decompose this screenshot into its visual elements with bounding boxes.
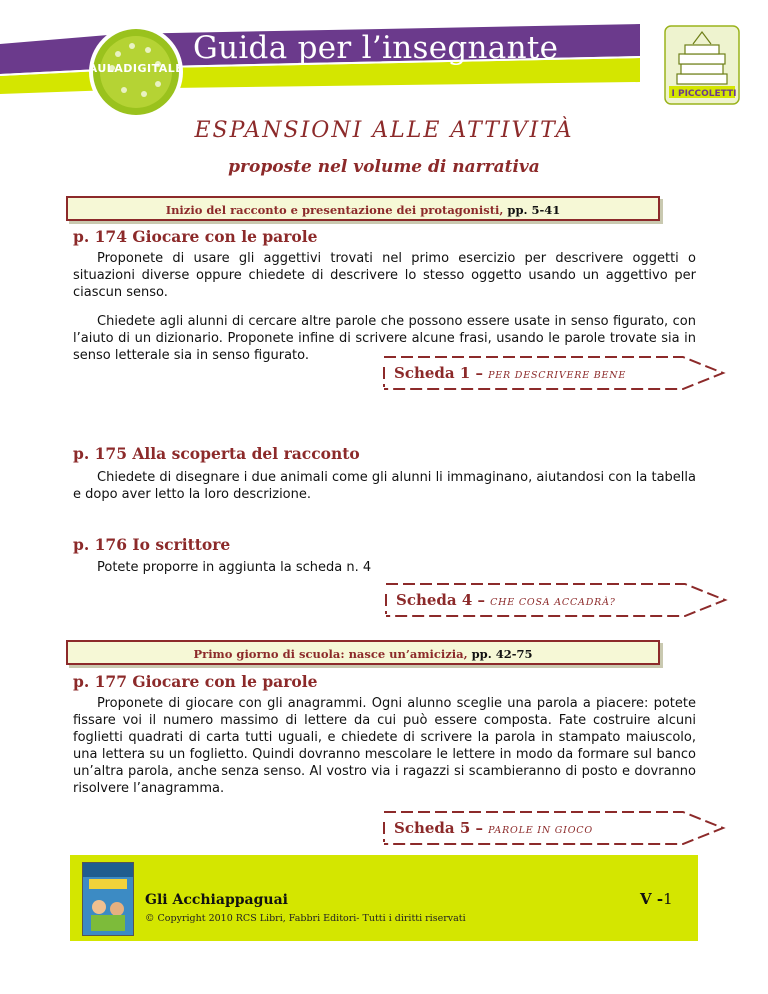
scheda-link[interactable] xyxy=(378,808,728,848)
scheda-text xyxy=(394,363,626,382)
scheda-title: CHE COSA ACCADRÀ? xyxy=(490,597,616,608)
book-cover-image xyxy=(82,862,134,936)
paragraph: Proponete di giocare con gli anagrammi. Ogni alunno sceglie una parola a piacere: potete fissare voi il numero massimo di lettere da cui può essere composta. Fate costruire alcuni foglietti quadrati di carta tutti uguali, e chiedete di scrivere la parola in stampato maiuscolo, una lettera su un foglietto. Quindi dovranno mescolare le lettere in modo da formare sul banco un’altra parola, anche senza senso. Al vostro via i ragazzi si scambieranno di posto e dovranno risolvere l’anagramma. xyxy=(73,696,696,796)
section-header xyxy=(66,640,660,665)
logo-text: AULADIGITALE xyxy=(88,62,184,75)
entry-text xyxy=(73,469,696,503)
page-title: ESPANSIONI ALLE ATTIVITÀ xyxy=(194,118,574,143)
scheda-title: PER DESCRIVERE BENE xyxy=(488,370,627,381)
entry-heading: p. 177 Giocare con le parole xyxy=(73,672,318,691)
scheda-label: Scheda 1 – xyxy=(394,364,484,382)
entry-heading: p. 174 Giocare con le parole xyxy=(73,227,318,246)
scheda-text xyxy=(394,818,593,837)
scheda-label: Scheda 5 – xyxy=(394,819,484,837)
page-section: V - xyxy=(640,890,664,908)
scheda-label: Scheda 4 – xyxy=(396,591,486,609)
piccoletti-label: I PICCOLETTI xyxy=(671,89,737,99)
entry-text xyxy=(73,559,696,576)
header-title: Guida per l’insegnante xyxy=(193,30,559,66)
page-number-value: 1 xyxy=(663,890,673,908)
scheda-text xyxy=(396,590,616,609)
section-pages: pp. 42-75 xyxy=(471,647,533,661)
paragraph: Potete proporre in aggiunta la scheda n. 4 xyxy=(97,560,372,575)
section-header xyxy=(66,196,660,221)
entry-heading: p. 176 Io scrittore xyxy=(73,535,231,554)
footer-copyright: © Copyright 2010 RCS Libri, Fabbri Editori- Tutti i diritti riservati xyxy=(145,913,466,924)
paragraph: Proponete di usare gli aggettivi trovati nel primo esercizio per descrivere oggetti o situazioni diverse oppure chiedete di descrivere lo stesso oggetto usando un aggettivo per ciascun senso. xyxy=(73,251,696,300)
scheda-link[interactable] xyxy=(380,580,730,620)
footer-book-title: Gli Acchiappaguai xyxy=(145,892,288,908)
paragraph: Chiedete di disegnare i due animali come gli alunni li immaginano, aiutandosi con la tabella e dopo aver letto la loro descrizione. xyxy=(73,470,696,502)
page-number xyxy=(640,890,673,908)
page-subtitle: proposte nel volume di narrativa xyxy=(228,157,540,177)
scheda-title: PAROLE IN GIOCO xyxy=(488,825,593,836)
entry-text xyxy=(73,695,696,797)
section-pages: pp. 5-41 xyxy=(507,203,561,217)
section-label: Inizio del racconto e presentazione dei protagonisti, xyxy=(165,203,504,217)
scheda-link[interactable] xyxy=(378,353,728,393)
section-label: Primo giorno di scuola: nasce un’amicizia, xyxy=(193,647,468,661)
paragraph: Chiedete agli alunni di cercare altre parole che possono essere usate in senso figurato, con l’aiuto di un dizionario. Proponete infine di scrivere alcune frasi, usando le parole trovate sia in senso letterale sia in senso figurato. xyxy=(73,314,696,363)
entry-text xyxy=(73,250,696,301)
entry-heading: p. 175 Alla scoperta del racconto xyxy=(73,444,360,463)
